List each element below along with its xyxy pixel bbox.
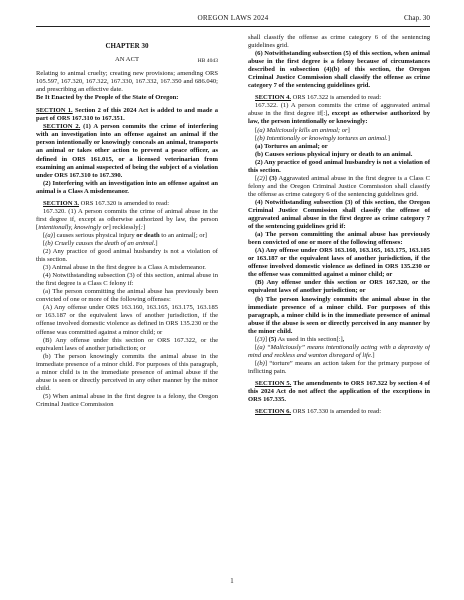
text-run: ] [264, 335, 269, 343]
text-run: (4) Notwithstanding subsection (3) of this section, animal abuse in the first degree is a Class C felony if: [36, 272, 218, 288]
text-run: (a) “Maliciously” means intentionally acting with a depravity of mind and reckless and wanton disregard of life. [248, 343, 430, 359]
bill-number: HB 4043 [197, 58, 218, 65]
text-run: As used in this section[:] [276, 335, 343, 343]
left-column [36, 34, 218, 580]
paragraph [36, 288, 218, 304]
text-run: [ [43, 239, 46, 247]
paragraph [36, 248, 218, 264]
text-run: ] “torture” means an action taken for the primary purpose of inflicting pain. [248, 359, 430, 375]
paragraph [36, 208, 218, 232]
text-run: (3) [257, 335, 265, 343]
text-run: (b) [257, 359, 265, 367]
paragraph [248, 50, 430, 90]
text-run: SECTION 5. [255, 379, 292, 387]
chapter-title: CHAPTER 30 [105, 42, 149, 50]
paragraph [248, 199, 430, 231]
text-run: (A) Any offense under ORS 163.160, 163.165, 163.175, 163.185 or 163.187 or the equivalent laws of another jurisdiction, if the offense involved domestic violence as defined in ORS 135.230 or the offense was committed against a minor child; or [248, 247, 430, 279]
text-run: (b) Cruelly causes the death of an animal. [45, 239, 156, 247]
paragraph [36, 232, 218, 240]
text-run: (3) [269, 174, 277, 182]
paragraph [248, 143, 430, 151]
paragraph [248, 360, 430, 376]
text-run: (2) [257, 174, 265, 182]
text-run: (a) The person committing the animal abuse has previously been convicted of one or more of the following offenses: [248, 231, 430, 247]
act-title: AN ACT [115, 56, 139, 64]
text-run: (a) [45, 231, 53, 239]
paragraph [248, 380, 430, 404]
text-run: (b) The person knowingly commits the animal abuse in the immediate presence of a minor child. For purposes of this paragraph, a minor child is in the immediate presence of animal abuse if the abuse is seen or directly perceived in any other manner by the minor child. [36, 352, 218, 392]
paragraph [248, 231, 430, 247]
paragraph [36, 123, 218, 179]
text-run: (1) A person commits the crime of interfering with an investigation into an offense against an animal if the person intentionally or knowingly conceals an animal, transports an animal or takes other action to prevent a peace officer, as defined in ORS 161.015, or a licensed veterinarian from examining an animal suspected of being the subject of a violation under ORS 167.310 to 167.390. [36, 123, 218, 179]
text-run: (2) Interfering with an investigation into an offense against an animal is a Class A misdemeanor. [36, 179, 218, 195]
paragraph [248, 408, 430, 416]
text-run: 167.320. (1) A person commits the crime of animal abuse in the first degree if, except as otherwise authorized by law, the person [ [36, 207, 218, 231]
paragraph [248, 94, 430, 102]
text-run: (5) When animal abuse in the first degree is a felony, the Oregon Criminal Justice Commission [36, 392, 218, 408]
paragraph [248, 344, 430, 360]
act-line [36, 56, 218, 65]
text-run: (A) Any offense under ORS 163.160, 163.165, 163.175, 163.185 or 163.187 or the equivalent laws of another jurisdiction, if the offense involved domestic violence as defined in ORS 135.230 or the offense was committed against a minor child; or [36, 304, 218, 336]
text-run: ] [347, 126, 350, 134]
text-run: ] recklessly[ [108, 223, 141, 231]
paragraph [248, 279, 430, 295]
text-run: (b) Causes serious physical injury or death to an animal. [255, 150, 413, 158]
paragraph [248, 34, 430, 50]
text-run: SECTION 3. [43, 199, 80, 207]
paragraph [36, 240, 218, 248]
text-run: [ [255, 126, 258, 134]
text-run: (B) Any offense under this section or ORS 167.322, or the equivalent laws of another jurisdiction; or [36, 336, 218, 352]
text-run: to an animal[; or] [159, 231, 207, 239]
text-run: (a) The person committing the animal abuse has previously been convicted of one or more of the following offenses: [36, 288, 218, 304]
paragraph [36, 180, 218, 196]
paragraph [36, 304, 218, 336]
relating-clause: Relating to animal cruelty; creating new provisions; amending ORS 105.597, 167.320, 167.322, 167.330, 167.332, 167.350 and 686.040; and prescribing an effective date. [36, 70, 218, 94]
text-run: shall classify the offense as crime category 6 of the sentencing guidelines grid. [248, 34, 430, 50]
paragraph [36, 200, 218, 208]
text-run: (2) Any practice of good animal husbandry is not a violation of this section. [248, 158, 430, 174]
text-run: ORS 167.320 is amended to read: [79, 199, 170, 207]
text-run: [ [255, 174, 258, 182]
text-run: [ [255, 343, 258, 351]
text-run: ORS 167.322 is amended to read: [291, 94, 382, 102]
text-run: Section 2 of this 2024 Act is added to and made a part of ORS 167.310 to 167.351. [36, 107, 218, 123]
text-run: or death [136, 231, 160, 239]
paragraph [248, 151, 430, 159]
paragraph [248, 127, 430, 135]
text-run: ] [387, 134, 390, 142]
right-column-body [248, 34, 430, 416]
page-number: 1 [230, 578, 234, 585]
paragraph [36, 393, 218, 409]
text-run: (a) Tortures an animal; or [255, 142, 328, 150]
text-run: ORS 167.330 is amended to read: [291, 408, 382, 416]
paragraph [248, 102, 430, 126]
text-run: ] [142, 223, 146, 231]
paragraph [36, 107, 218, 123]
text-run: intentionally, knowingly or [38, 223, 109, 231]
text-run: : [140, 223, 143, 231]
text-run: 167.322. (1) A person commits the crime of aggravated animal abuse in the first degree if[:] [248, 102, 430, 118]
text-run: (2) Any practice of good animal husbandry is not a violation of this section. [36, 248, 218, 264]
text-run: (5) [268, 335, 277, 343]
text-run: The amendments to ORS 167.322 by section 4 of this 2024 Act do not affect the application of the exceptions in ORS 167.335. [248, 379, 430, 404]
text-run: , [342, 335, 345, 343]
text-run: ] causes serious physical injury [52, 231, 137, 239]
text-run: Aggravated animal abuse in the first degree is a Class C felony and the Oregon Criminal Justice Commission shall classify the offense as crime category 6 of the sentencing guidelines grid. [248, 174, 430, 198]
header-title: OREGON LAWS 2024 [197, 14, 269, 22]
text-run: [ [255, 134, 258, 142]
text-run: (B) Any offense under this section or ORS 167.320, or the equivalent laws of another jurisdiction; or [248, 279, 430, 295]
text-run: SECTION 2. [43, 123, 81, 131]
paragraph [36, 272, 218, 288]
paragraph [248, 336, 430, 344]
text-run: ] [264, 174, 270, 182]
paragraph [248, 296, 430, 336]
running-header [36, 12, 430, 27]
header-chapter: Chap. 30 [404, 14, 430, 22]
paragraph [36, 264, 218, 272]
text-run: [ [255, 359, 258, 367]
right-column [248, 34, 430, 542]
text-run: [ [255, 335, 258, 343]
paragraph [248, 159, 430, 175]
text-run: , except as otherwise authorized by law, the person intentionally or knowingly: [248, 110, 430, 126]
text-run: (a) Maliciously kills an animal; or [257, 126, 348, 134]
paragraph [36, 337, 218, 353]
left-column-body [36, 107, 218, 409]
paragraph [248, 135, 430, 143]
text-run: SECTION 1. [36, 107, 73, 115]
text-run: (b) The person knowingly commits the animal abuse in the immediate presence of a minor child. For purposes of this paragraph, a minor child is in the immediate presence of animal abuse if the abuse is seen or directly perceived in any manner by the minor child. [248, 295, 430, 335]
text-run: (b) Intentionally or knowingly tortures an animal. [257, 134, 388, 142]
text-run: [ [43, 231, 46, 239]
text-run: SECTION 6. [255, 408, 292, 416]
text-run: ] [372, 351, 375, 359]
text-run: SECTION 4. [255, 94, 292, 102]
paragraph [248, 175, 430, 199]
enacting-clause: Be It Enacted by the People of the State of Oregon: [36, 94, 179, 102]
text-run: ] [155, 239, 158, 247]
text-run: (3) Animal abuse in the first degree is a Class A misdemeanor. [43, 264, 206, 272]
paragraph [36, 353, 218, 393]
text-run: (4) Notwithstanding subsection (3) of this section, the Oregon Criminal Justice Commission shall classify the offense of aggravated animal abuse in the first degree as crime category 7 of the sentencing guidelines grid if: [248, 198, 430, 231]
text-run: (6) Notwithstanding subsection (5) of this section, when animal abuse in the first degree is a felony because of circumstances described in subsection (4)(b) of this section, the Oregon Criminal Justice Commission shall classify the offense as crime category 7 of the sentencing guidelines grid. [248, 50, 430, 90]
paragraph [248, 247, 430, 279]
